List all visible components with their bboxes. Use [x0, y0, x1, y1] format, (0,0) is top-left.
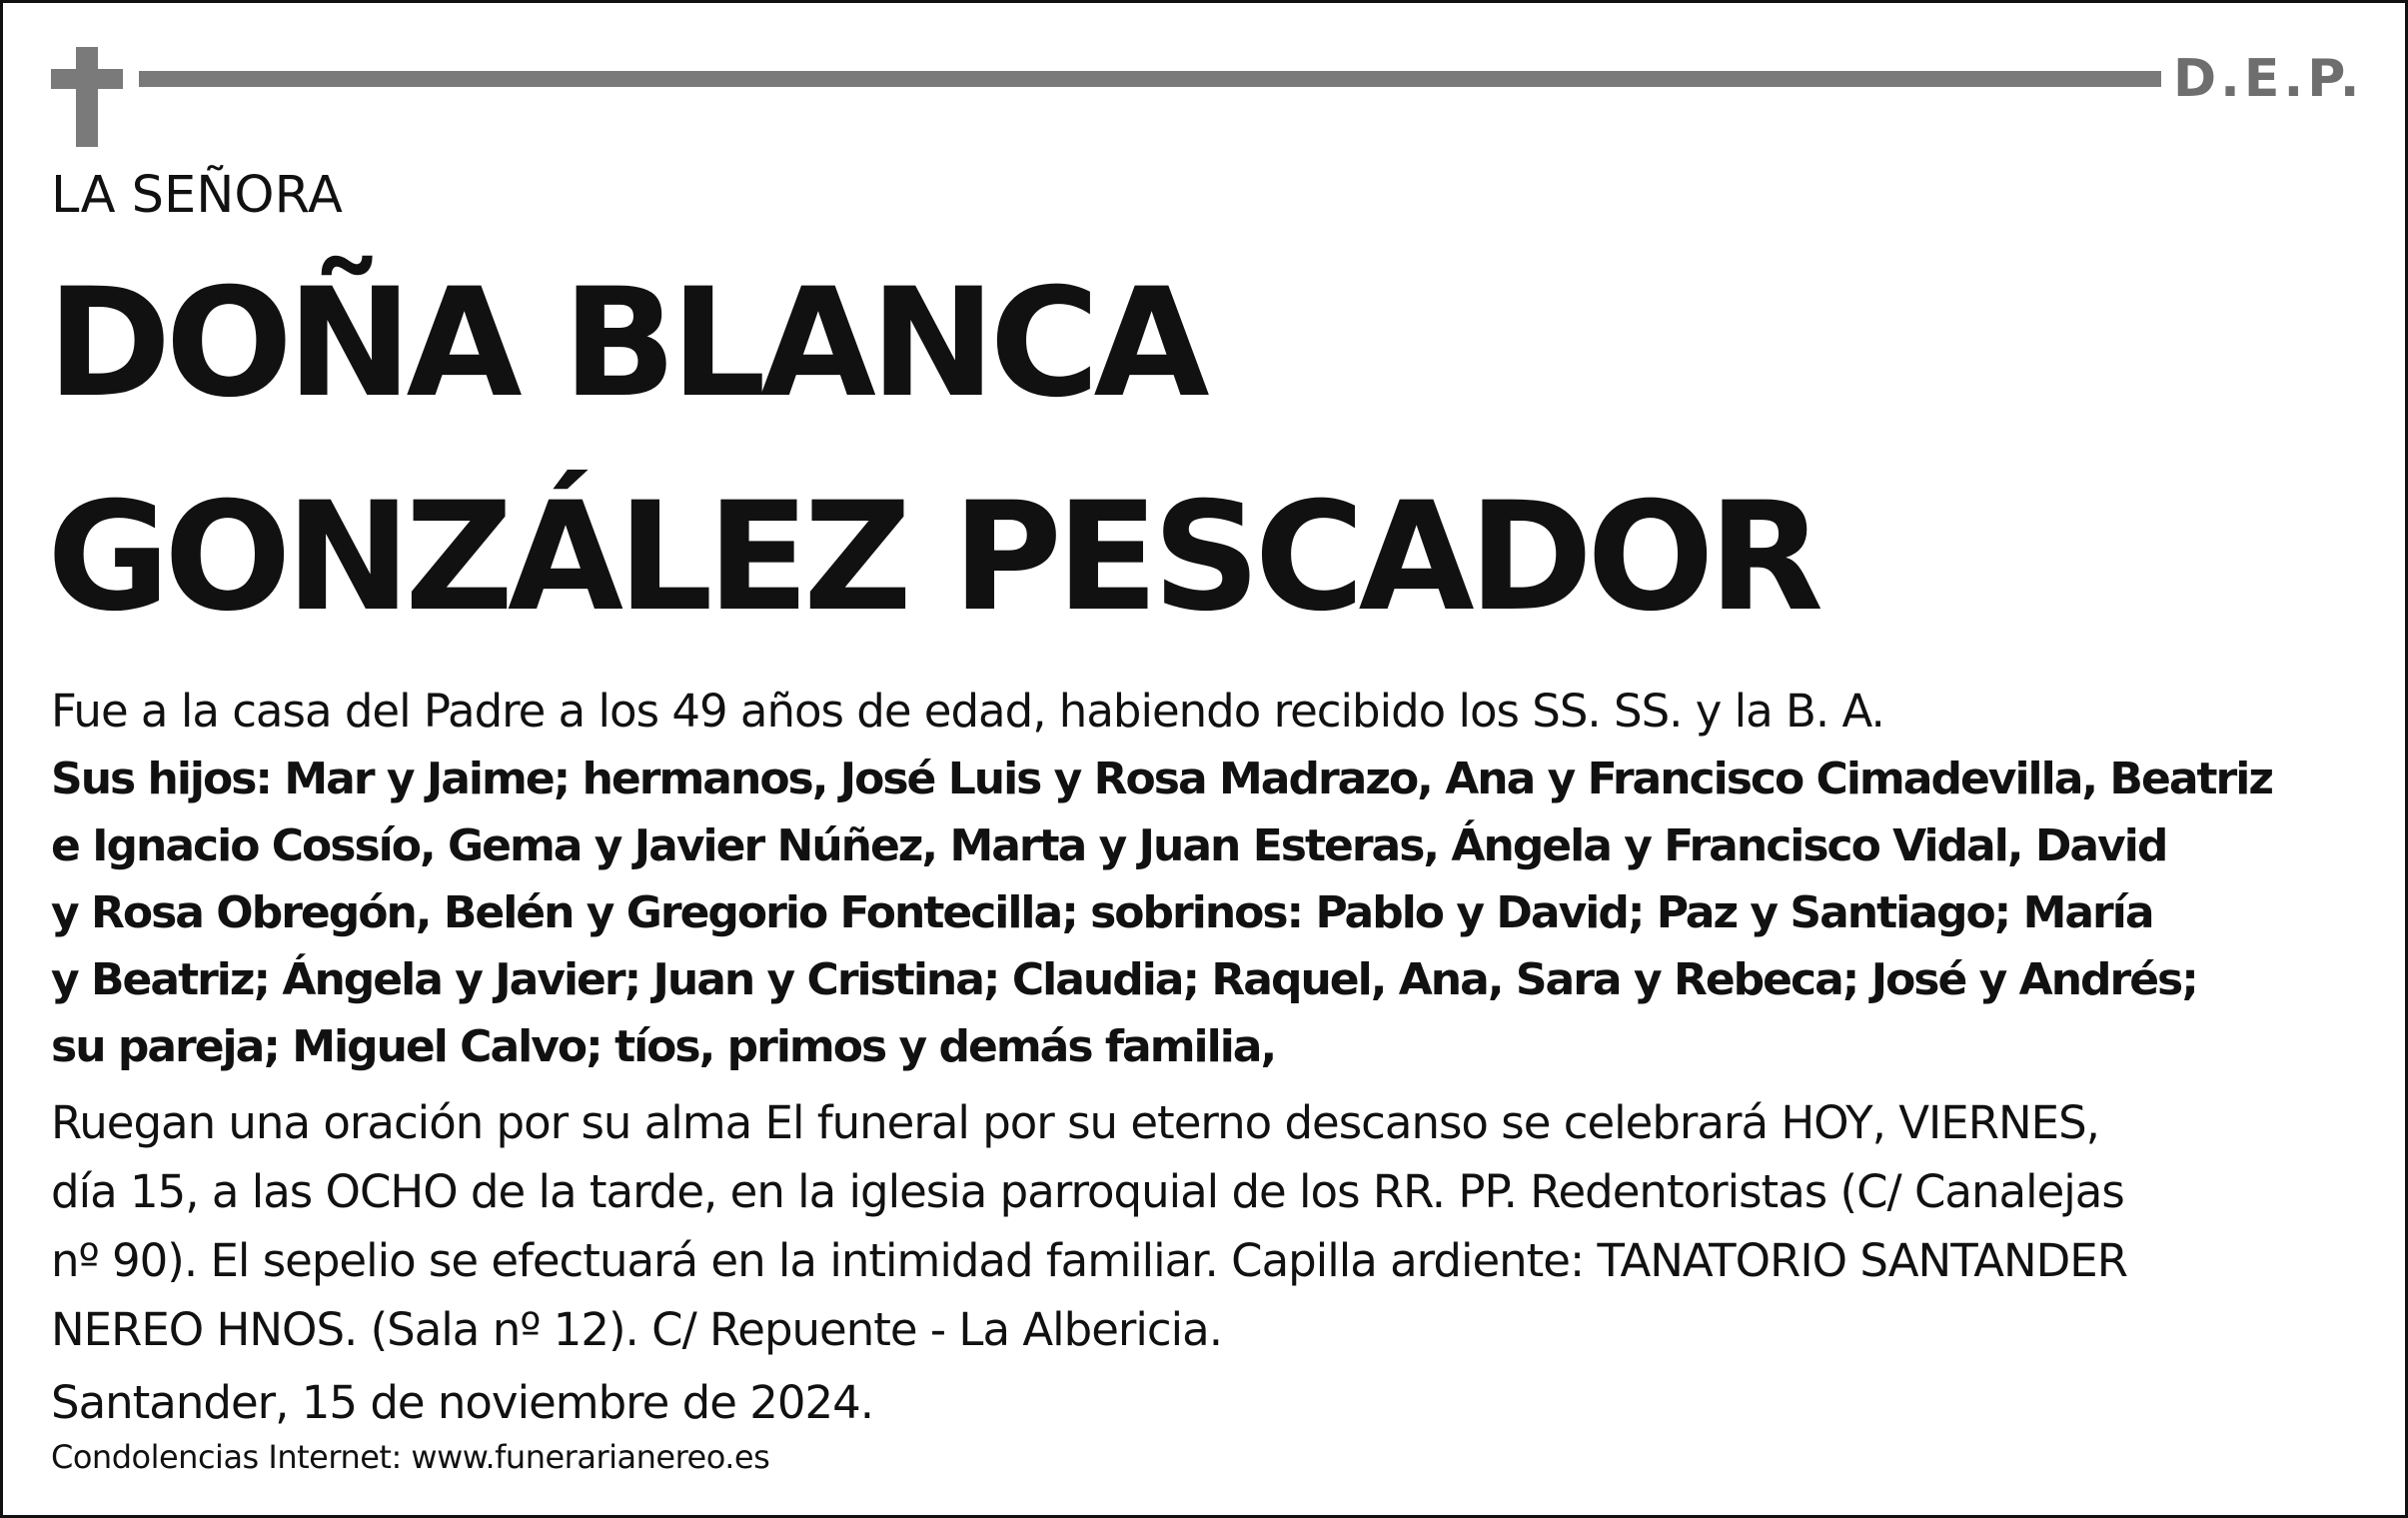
deceased-name-line-1: DOÑA BLANCA: [47, 257, 1204, 431]
cross-horizontal-bar: [51, 69, 123, 89]
header-rule: [139, 71, 2161, 87]
funeral-line-4: NEREO HNOS. (Sala nº 12). C/ Repuente - La Albericia.: [51, 1303, 1223, 1356]
family-line-1: Sus hijos: Mar y Jaime; hermanos, José Luis y Rosa Madrazo, Ana y Francisco Cimadevilla, Beatriz: [51, 754, 2272, 804]
deceased-name-line-2: GONZÁLEZ PESCADOR: [47, 471, 1818, 645]
family-line-2: e Ignacio Cossío, Gema y Javier Núñez, Marta y Juan Esteras, Ángela y Francisco Vidal, David: [51, 820, 2167, 871]
family-line-5: su pareja; Miguel Calvo; tíos, primos y demás familia,: [51, 1021, 1276, 1072]
dep-label: D.E.P.: [2173, 49, 2364, 109]
funeral-line-1: Ruegan una oración por su alma El funeral por su eterno descanso se celebrará HOY, VIERNES,: [51, 1096, 2099, 1149]
family-line-3: y Rosa Obregón, Belén y Gregorio Fontecilla; sobrinos: Pablo y David; Paz y Santiago; María: [51, 887, 2153, 938]
cross-vertical-bar: [76, 47, 98, 147]
intro-text: Fue a la casa del Padre a los 49 años de edad, habiendo recibido los SS. SS. y la B. A.: [51, 685, 1884, 738]
condolences-line: Condolencias Internet: www.funerarianereo.es: [51, 1438, 770, 1476]
family-line-4: y Beatriz; Ángela y Javier; Juan y Cristina; Claudia; Raquel, Ana, Sara y Rebeca; José y Andrés;: [51, 954, 2197, 1005]
latin-cross-icon: [51, 47, 123, 147]
funeral-line-2: día 15, a las OCHO de la tarde, en la iglesia parroquial de los RR. PP. Redentoristas (C/ Canalejas: [51, 1165, 2124, 1218]
lead-title: LA SEÑORA: [51, 166, 343, 225]
funeral-line-3: nº 90). El sepelio se efectuará en la intimidad familiar. Capilla ardiente: TANATORIO SANTANDER: [51, 1234, 2127, 1287]
place-date: Santander, 15 de noviembre de 2024.: [51, 1376, 874, 1429]
